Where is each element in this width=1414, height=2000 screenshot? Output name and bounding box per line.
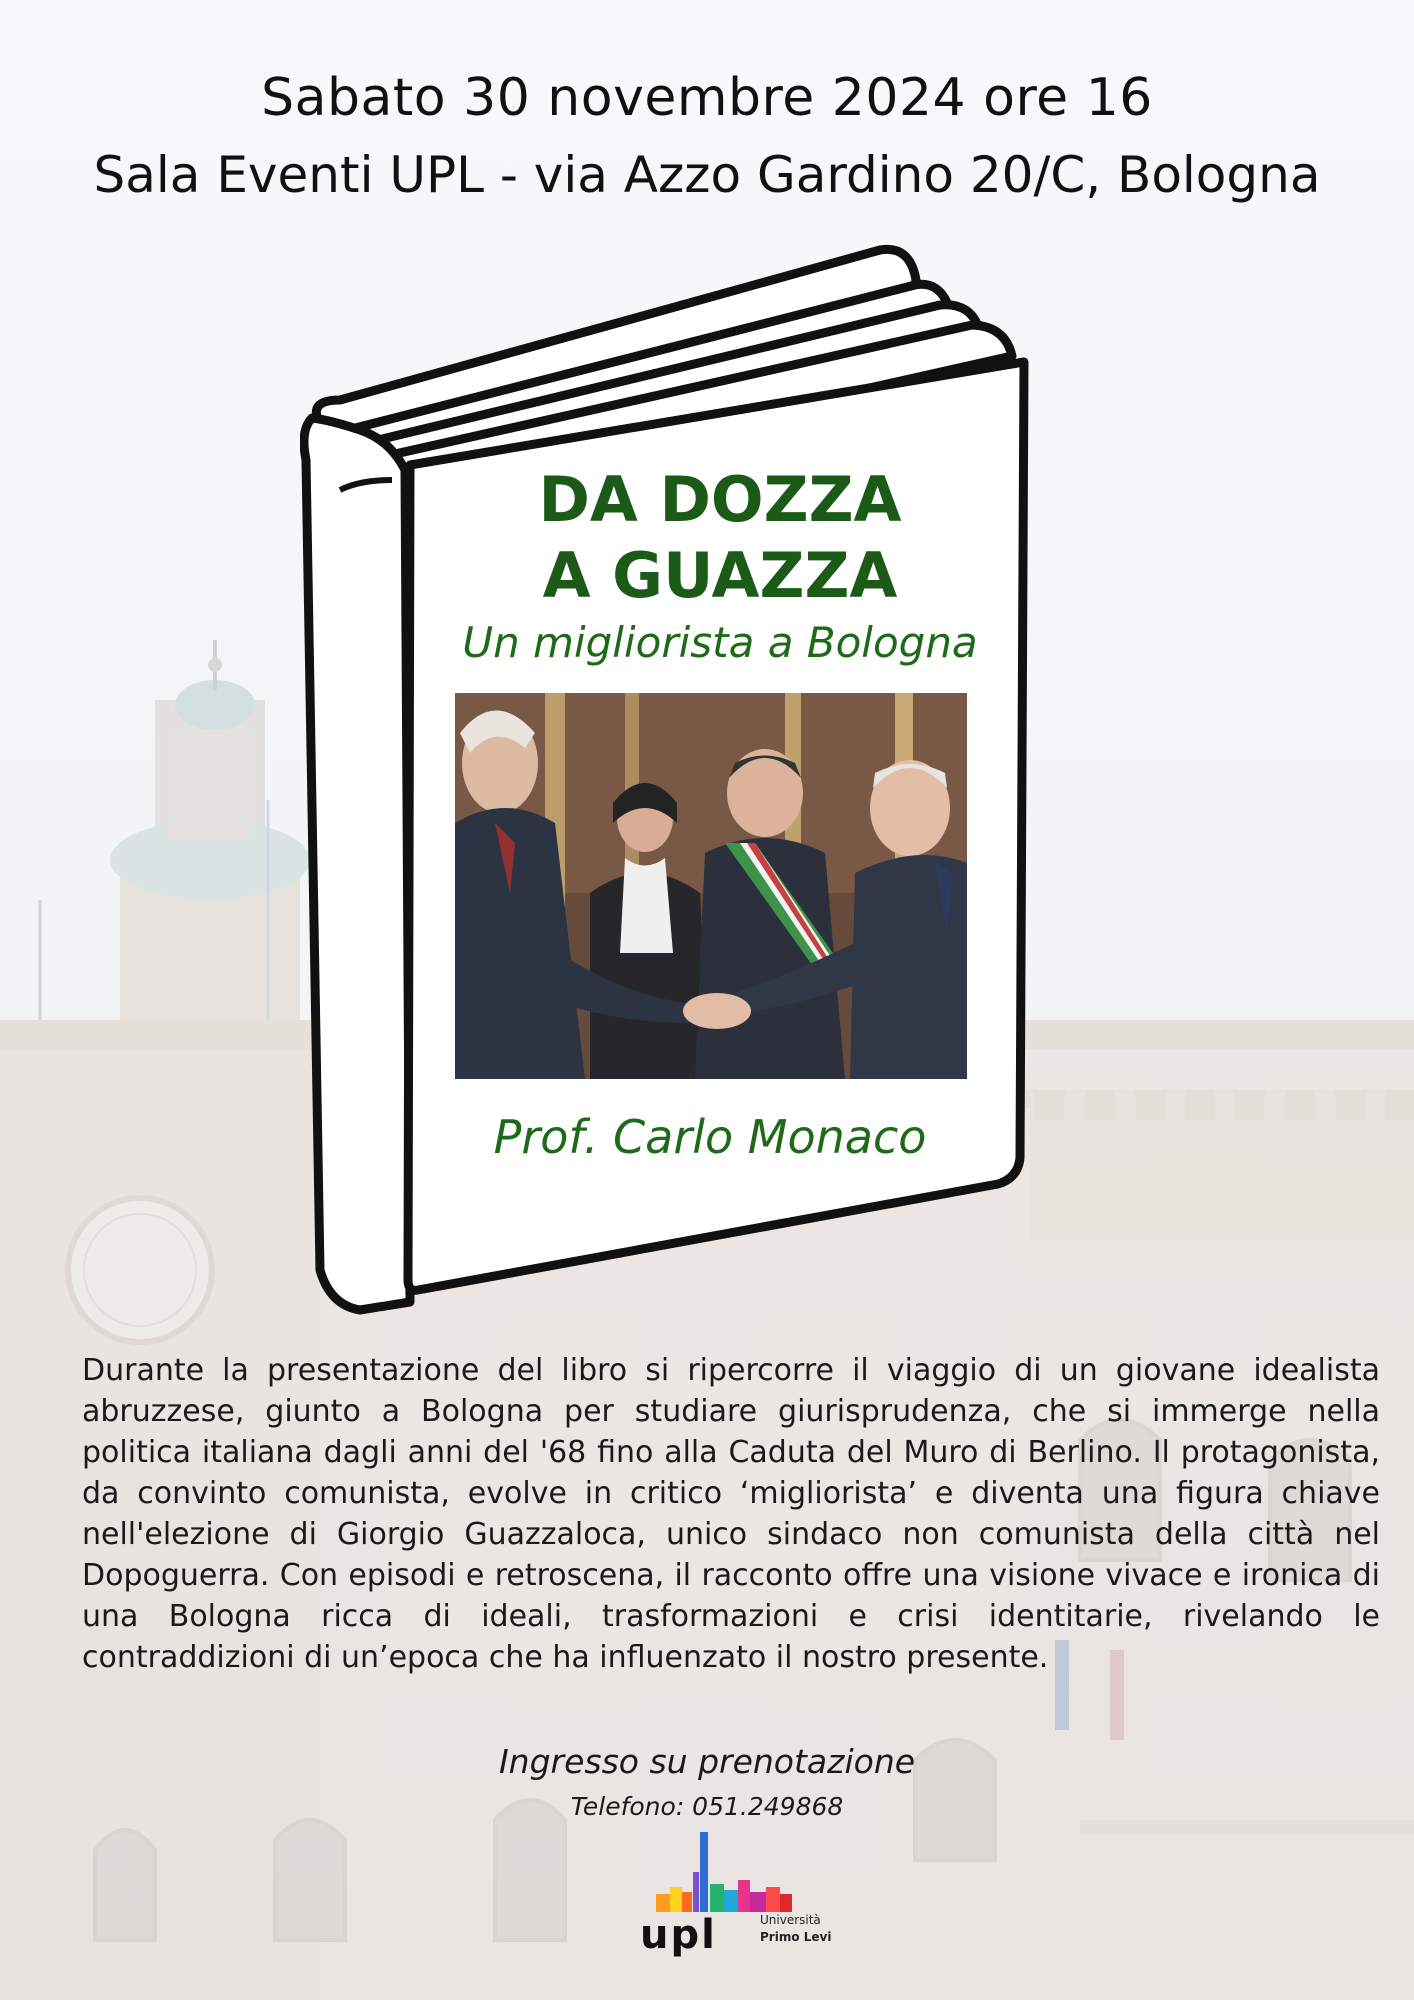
book-title <box>420 462 1020 614</box>
logo-university-label: Università <box>760 1913 821 1927</box>
cover-photo <box>455 693 967 1079</box>
booking-note: Ingresso su prenotazione <box>498 1742 916 1781</box>
book-author: Prof. Carlo Monaco <box>493 1110 927 1164</box>
book-subtitle: Un migliorista a Bologna <box>462 618 978 667</box>
logo-university-name: Primo Levi <box>760 1930 832 1944</box>
logo-acronym: upl <box>640 1912 717 1958</box>
book-title-line1: DA DOZZA <box>538 463 902 536</box>
event-date-time: Sabato 30 novembre 2024 ore 16 <box>261 68 1153 128</box>
event-description: Durante la presentazione del libro si ripercorre il viaggio di un giovane idealista abruzzese, giunto a Bologna per studiare giurisprudenza, che si immerge nella politica italiana dagli anni del '68 fino alla Caduta del Muro di Berlino. Il protagonista, da convinto comunista, evolve in critico ‘migliorista’ e diventa una figura chiave nell'elezione di Giorgio Guazzaloca, unico sindaco non comunista della città nel Dopoguerra. Con episodi e retroscena, il racconto offre una visione vivace e ironica di una Bologna ricca di ideali, trasformazioni e crisi identitarie, rivelando le contraddizioni di un’epoca che ha influenzato il nostro presente. <box>82 1353 1380 1675</box>
phone-number: Telefono: 051.249868 <box>570 1792 844 1821</box>
book-title-line2: A GUAZZA <box>542 539 898 612</box>
event-venue: Sala Eventi UPL - via Azzo Gardino 20/C, Bologna <box>93 146 1321 204</box>
